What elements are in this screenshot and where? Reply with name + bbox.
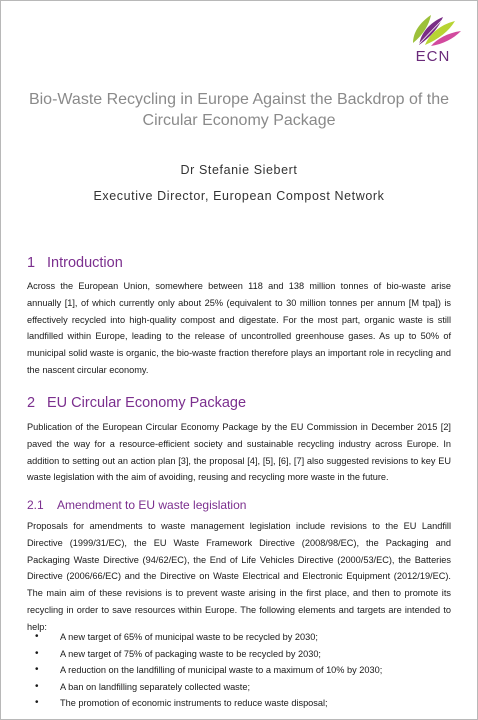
section-number: 2: [27, 395, 36, 411]
ecn-logo: [403, 9, 463, 65]
introduction-paragraph: Across the European Union, somewhere between 118 and 138 million tonnes of bio-waste arise annually [1], of which currently only about 25% (equivalent to 30 million tonnes per annum [M tpa]) is effectively recycled into high-quality compost and digestate. For the most part, organic waste is still landfilled within Europe, leading to the release of uncontrolled greenhouse gases. As up to 50% of municipal solid waste is organic, the bio-waste fraction therefore plays an important role in recycling and the nascent circular economy.: [27, 281, 451, 375]
leaf-icon: [403, 9, 463, 49]
list-item: • A new target of 65% of municipal waste to be recycled by 2030;: [27, 629, 451, 646]
document-title: Bio-Waste Recycling in Europe Against the Backdrop of the Circular Economy Package: [28, 91, 450, 129]
list-item: • A reduction on the landfilling of municipal waste to a maximum of 10% by 2030;: [27, 662, 451, 679]
section-heading-introduction: [27, 255, 123, 271]
section-title: EU Circular Economy Package: [47, 395, 247, 411]
subsection-heading-amendment: [27, 498, 246, 512]
logo-text: ECN: [415, 48, 451, 65]
list-item: • The promotion of economic instruments to reduce waste disposal;: [27, 695, 451, 712]
subsection-title: Amendment to EU waste legislation: [57, 498, 247, 512]
author-name: Dr Stefanie Siebert: [180, 163, 298, 177]
section-title: Introduction: [47, 255, 123, 271]
section-heading-circular-economy: [27, 395, 246, 411]
subsection-number: 2.1: [27, 498, 44, 512]
author-role: Executive Director, European Compost Network: [93, 189, 385, 203]
targets-list: [27, 629, 451, 712]
list-item: • A ban on landfilling separately collected waste;: [27, 679, 451, 696]
section-number: 1: [27, 255, 36, 271]
list-item: • A new target of 75% of packaging waste to be recycled by 2030;: [27, 646, 451, 663]
amendment-paragraph: Proposals for amendments to waste management legislation include revisions to the EU Landfill Directive (1999/31/EC), the EU Waste Framework Directive (2008/98/EC), the Packaging and Packaging Waste Directive (94/62/EC), the End of Life Vehicles Directive (2000/53/EC), the Batteries Directive (2006/66/EC) and the Directive on Waste Electrical and Electronic Equipment (2012/19/EC). The main aim of these revisions is to prevent waste arising in the first place, and then to promote its recycling in order to save resources within Europe. The following elements and targets are intended to help:: [27, 521, 451, 632]
circular-economy-paragraph: Publication of the European Circular Economy Package by the EU Commission in December 2015 [2] paved the way for a resource-efficient society and sustainable recycling industry across Europe. In addition to setting out an action plan [3], the proposal [4], [5], [6], [7] also suggested revisions to key EU waste legislation with the aim of avoiding, reusing and recycling more waste in the future.: [27, 422, 451, 483]
